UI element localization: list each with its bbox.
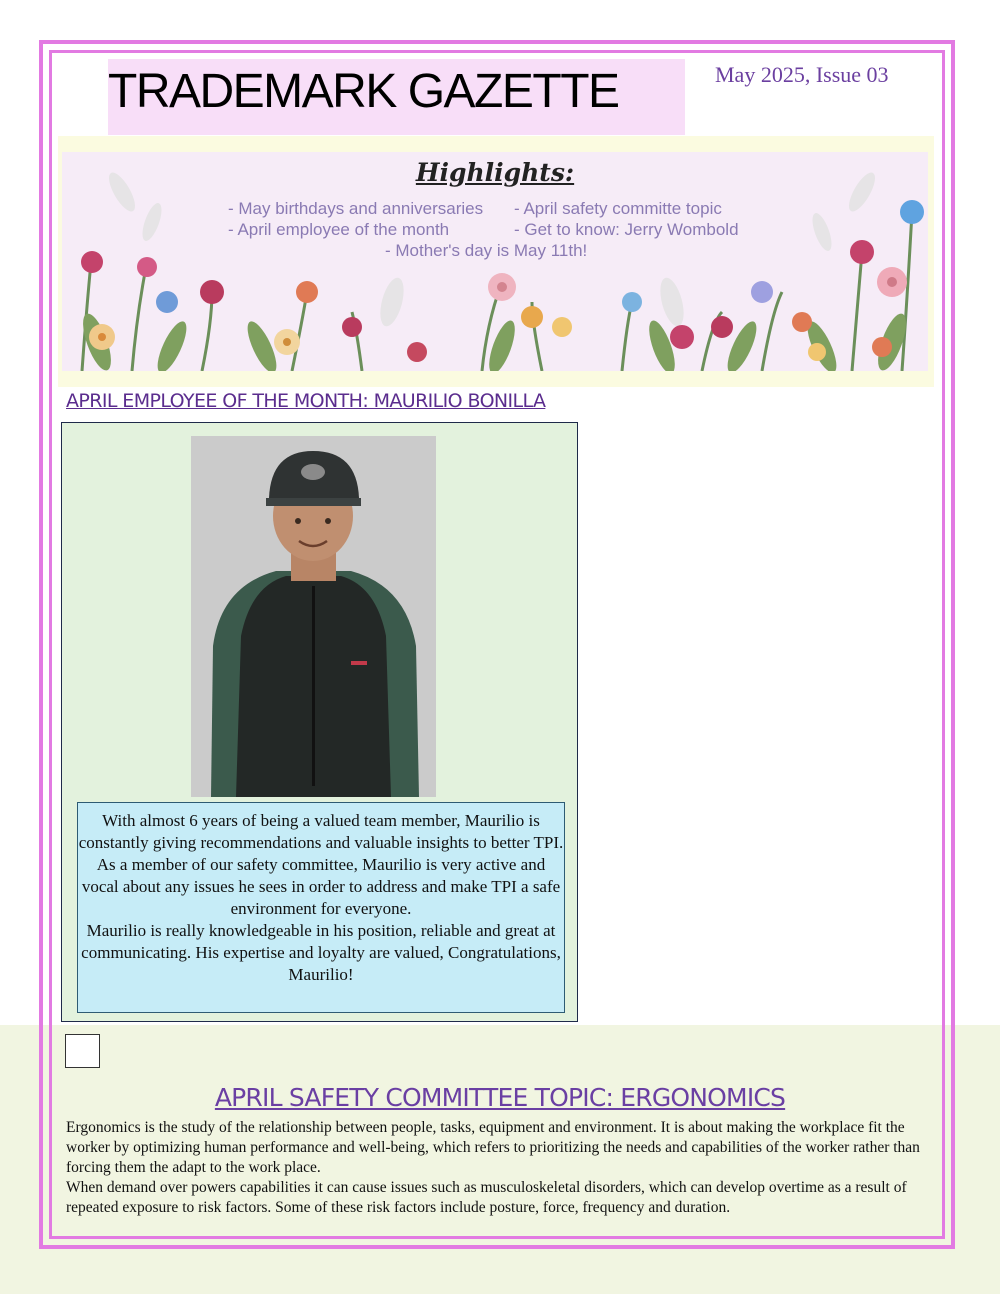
highlights-banner — [62, 152, 928, 371]
empty-checkbox[interactable] — [65, 1034, 100, 1068]
highlight-item: - Get to know: Jerry Wombold — [514, 220, 739, 239]
employee-photo — [191, 436, 436, 797]
highlight-item: - Mother's day is May 11th! — [385, 241, 588, 260]
safety-paragraph: When demand over powers capabilities it can cause issues such as musculoskeletal disorders, which can develop overtime as a result of repeated exposure to risk factors. Some of these risk factors include posture, force, frequency and duration. — [66, 1179, 907, 1216]
issue-date: May 2025, Issue 03 — [715, 62, 889, 87]
bio-paragraph: Maurilio is really knowledgeable in his position, reliable and great at communicating. His expertise and loyalty are valued, Congratulations, Maurilio! — [81, 921, 561, 984]
bio-paragraph: With almost 6 years of being a valued team member, Maurilio is constantly giving recommendations and valuable insights to better TPI. As a member of our safety committee, Maurilio is very active and vocal about any issues he sees in order to address and make TPI a safe environment for everyone. — [78, 811, 564, 918]
employee-bio — [77, 802, 565, 1013]
highlight-item: - May birthdays and anniversaries — [228, 199, 484, 218]
newsletter-title: TRADEMARK GAZETTE — [108, 65, 619, 118]
safety-paragraph: Ergonomics is the study of the relationship between people, tasks, equipment and environment. It is about making the workplace fit the worker by optimizing human performance and well-being, which refers to prioritizing the needs and capabilities of the worker rather than forcing them the adapt to the work place. — [66, 1119, 920, 1176]
safety-topic-heading: APRIL SAFETY COMMITTEE TOPIC: ERGONOMICS — [214, 1083, 786, 1112]
highlight-item: - April employee of the month — [228, 220, 450, 239]
safety-topic-text — [66, 1118, 946, 1218]
employee-of-month-heading: APRIL EMPLOYEE OF THE MONTH: MAURILIO BONILLA — [66, 390, 546, 412]
highlight-item: - April safety committe topic — [514, 199, 722, 218]
highlights-title: Highlights: — [415, 158, 575, 187]
